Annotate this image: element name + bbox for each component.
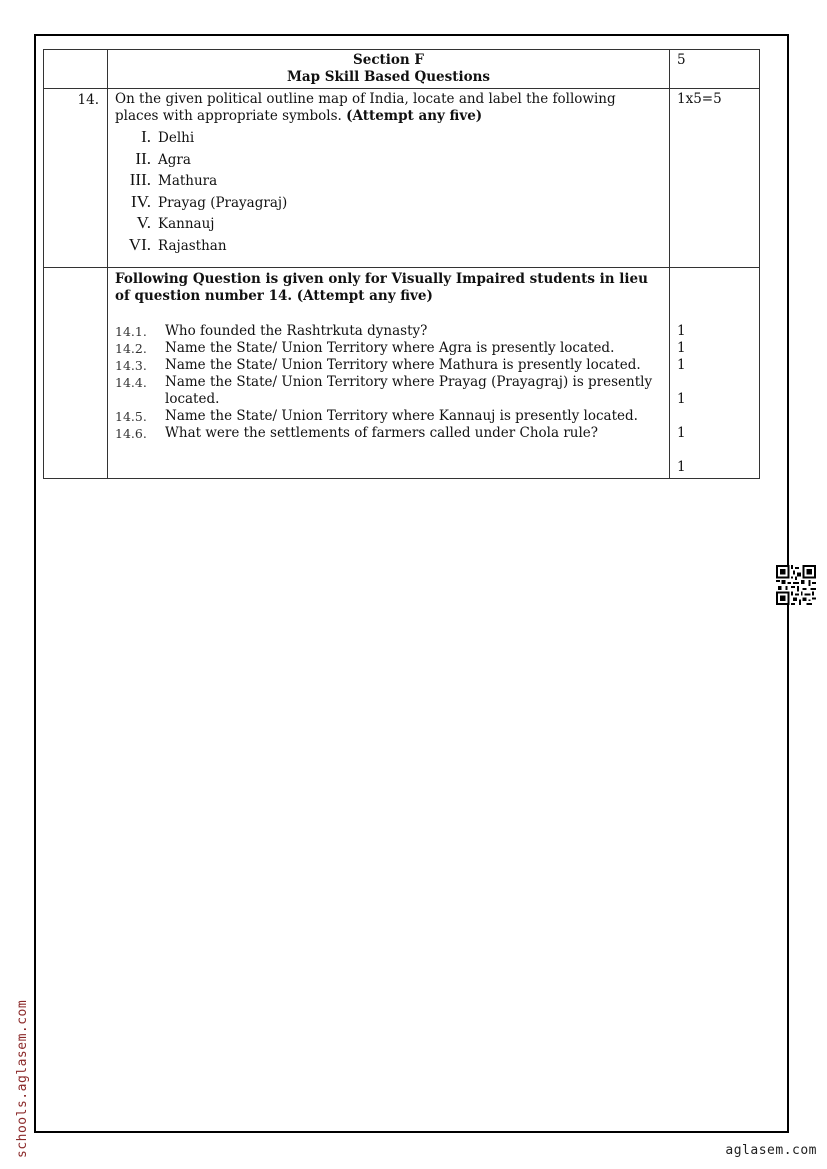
place-name: Rajasthan — [158, 237, 227, 254]
empty-cell — [44, 268, 108, 479]
sub-question-text: Name the State/ Union Territory where Prayag (Prayagraj) is presently located. — [165, 374, 653, 407]
vi-marks-column — [670, 268, 760, 479]
section-subtitle: Map Skill Based Questions — [286, 69, 491, 85]
sub-question-text: Name the State/ Union Territory where Kannauj is presently located. — [165, 408, 638, 424]
list-item — [115, 214, 662, 236]
place-name: Agra — [158, 151, 191, 168]
place-name: Prayag (Prayagraj) — [158, 194, 288, 211]
qr-code-icon — [776, 565, 816, 605]
side-watermark: schools.aglasem.com — [15, 999, 30, 1158]
sub-question-text: What were the settlements of farmers called under Chola rule? — [165, 425, 599, 441]
question-table — [43, 49, 760, 479]
section-heading — [108, 50, 670, 89]
sub-question-number: 14.2. — [115, 341, 147, 356]
place-name: Kannauj — [158, 216, 215, 232]
list-item — [115, 425, 662, 442]
places-list — [115, 128, 662, 257]
question-14-row — [44, 89, 760, 268]
question-14-body — [108, 89, 670, 268]
roman-numeral: V. — [136, 213, 151, 232]
place-name: Mathura — [158, 173, 218, 189]
roman-numeral: VI. — [128, 234, 151, 254]
roman-numeral: IV. — [131, 191, 151, 211]
list-item — [115, 128, 662, 150]
sub-question-number: 14.3. — [115, 358, 147, 373]
vi-heading: Following Question is given only for Visually Impaired students in lieu of question number 14. (Attempt any five) — [115, 271, 648, 304]
sub-question-text: Name the State/ Union Territory where Mathura is presently located. — [165, 357, 641, 373]
list-item — [115, 193, 662, 215]
question-text: On the given political outline map of India, locate and label the following places with appropriate symbols. — [115, 91, 616, 124]
sub-question-number: 14.5. — [115, 409, 147, 424]
attempt-instruction: (Attempt any five) — [346, 108, 483, 124]
sub-question-number: 14.4. — [115, 375, 147, 390]
list-item — [115, 171, 662, 193]
section-header-row — [44, 50, 760, 89]
vi-questions-body — [108, 268, 670, 479]
vi-questions-row — [44, 268, 760, 479]
question-number: 14. — [44, 89, 108, 268]
list-item — [115, 357, 662, 374]
sub-question-marks: 1 — [677, 340, 686, 356]
list-item — [115, 408, 662, 425]
sub-question-marks: 1 — [677, 391, 686, 407]
section-title: Section F — [352, 52, 425, 68]
roman-numeral: III. — [129, 170, 151, 189]
sub-question-marks: 1 — [677, 357, 686, 373]
sub-question-marks: 1 — [677, 459, 686, 475]
vi-marks-list — [677, 323, 752, 476]
sub-question-number: 14.6. — [115, 426, 147, 441]
empty-cell — [44, 50, 108, 89]
list-item — [115, 374, 662, 408]
sub-question-text: Name the State/ Union Territory where Agra is presently located. — [165, 340, 615, 356]
list-item — [115, 323, 662, 340]
sub-question-marks: 1 — [677, 425, 686, 441]
sub-question-number: 14.1. — [115, 324, 147, 339]
section-marks: 5 — [670, 50, 760, 89]
vi-question-list — [115, 323, 662, 442]
sub-question-marks: 1 — [677, 323, 686, 339]
question-14-text — [115, 91, 662, 125]
roman-numeral: II. — [135, 148, 151, 168]
list-item — [115, 340, 662, 357]
question-14-marks: 1x5=5 — [670, 89, 760, 268]
sub-question-text: Who founded the Rashtrkuta dynasty? — [165, 323, 428, 339]
roman-numeral: I. — [141, 127, 151, 146]
list-item — [115, 150, 662, 172]
list-item — [115, 236, 662, 258]
footer-watermark: aglasem.com — [725, 1143, 817, 1158]
place-name: Delhi — [158, 130, 195, 146]
